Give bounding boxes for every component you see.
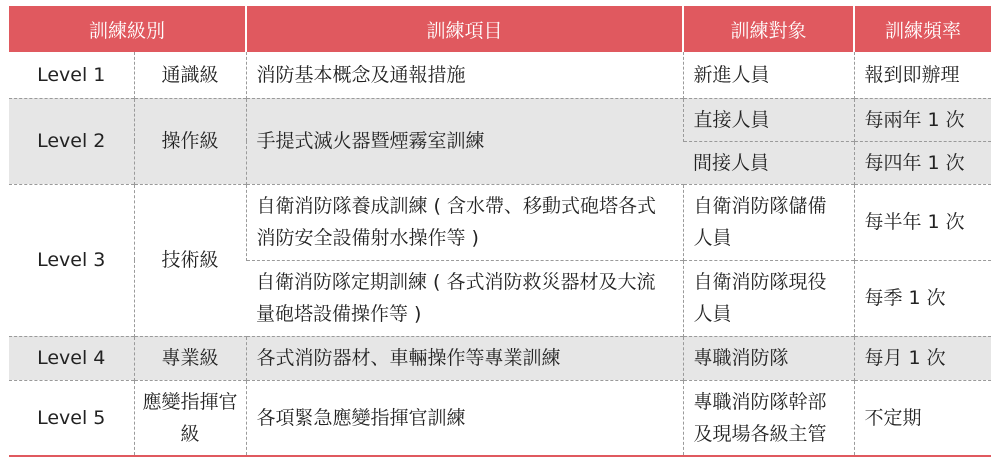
header-level: 訓練級別 — [9, 6, 246, 52]
item-cell: 自衛消防隊定期訓練 ( 各式消防救災器材及大流量砲塔設備操作等 ) — [246, 260, 683, 336]
training-table — [9, 6, 991, 455]
grade-cell: 操作級 — [134, 98, 246, 184]
frequency-cell: 每月 1 次 — [854, 336, 991, 380]
table-row-level-4 — [9, 336, 991, 380]
level-cell: Level 5 — [9, 380, 134, 455]
level-cell: Level 2 — [9, 98, 134, 184]
frequency-cell: 每四年 1 次 — [854, 141, 991, 184]
level-cell: Level 3 — [9, 184, 134, 336]
frequency-cell: 每季 1 次 — [854, 260, 991, 336]
target-cell: 直接人員 — [683, 98, 854, 141]
target-cell: 自衛消防隊儲備人員 — [683, 184, 854, 260]
item-cell: 消防基本概念及通報措施 — [246, 52, 683, 98]
grade-cell: 技術級 — [134, 184, 246, 336]
item-cell: 各式消防器材、車輛操作等專業訓練 — [246, 336, 683, 380]
target-cell: 自衛消防隊現役人員 — [683, 260, 854, 336]
header-frequency: 訓練頻率 — [854, 6, 991, 52]
table-row-level-1 — [9, 52, 991, 98]
item-cell: 手提式滅火器暨煙霧室訓練 — [246, 98, 683, 184]
training-table-container — [9, 6, 991, 457]
target-cell: 間接人員 — [683, 141, 854, 184]
target-cell: 新進人員 — [683, 52, 854, 98]
item-cell: 各項緊急應變指揮官訓練 — [246, 380, 683, 455]
target-cell: 專職消防隊 — [683, 336, 854, 380]
header-row — [9, 6, 991, 52]
header-target: 訓練對象 — [683, 6, 854, 52]
level-cell: Level 4 — [9, 336, 134, 380]
level-cell: Level 1 — [37, 63, 106, 86]
table-row-level-5 — [9, 380, 991, 455]
grade-cell: 應變指揮官級 — [134, 380, 246, 455]
frequency-cell: 每半年 1 次 — [854, 184, 991, 260]
target-cell: 專職消防隊幹部及現場各級主管 — [683, 380, 854, 455]
table-row-level-3a — [9, 184, 991, 260]
frequency-cell: 報到即辦理 — [854, 52, 991, 98]
header-item: 訓練項目 — [246, 6, 683, 52]
item-cell: 自衛消防隊養成訓練 ( 含水帶、移動式砲塔各式消防安全設備射水操作等 ) — [246, 184, 683, 260]
grade-cell: 專業級 — [134, 336, 246, 380]
table-bottom-border — [9, 455, 991, 457]
table-row-level-2a — [9, 98, 991, 141]
frequency-cell: 每兩年 1 次 — [854, 98, 991, 141]
grade-cell: 通識級 — [134, 52, 246, 98]
frequency-cell: 不定期 — [854, 380, 991, 455]
